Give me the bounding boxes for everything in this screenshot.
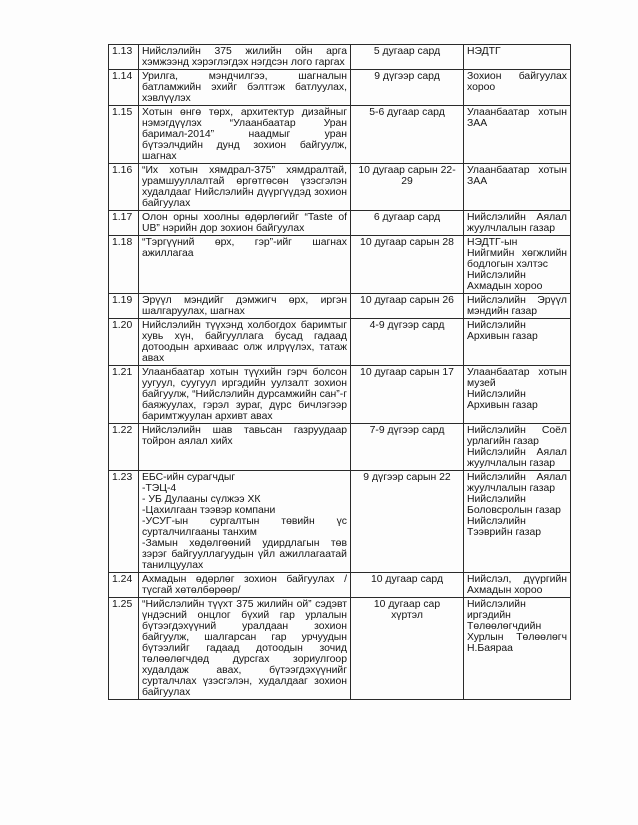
- time-cell: 4-9 дүгээр сард: [351, 319, 464, 366]
- row-number: 1.17: [109, 211, 139, 236]
- row-number: 1.15: [109, 106, 139, 164]
- activity-cell: Нийслэлийн 375 жилийн ойн арга хэмжээнд хэрэглэгдэх нэгдсэн лого гаргах: [139, 45, 351, 70]
- activity-cell: Ахмадын өдөрлөг зохион байгуулах /түсгай хөтөлбөрөөр/: [139, 573, 351, 598]
- activity-cell: Нийслэлийн түүхэнд холбогдох баримтыг хувь хүн, байгууллага бусад гадаад дотоодын архиваас олж илрүүлэх, татаж авах: [139, 319, 351, 366]
- row-number: 1.25: [109, 598, 139, 700]
- activity-cell: “Нийслэлийн түүхт 375 жилийн ой” сэдэвт үндэсний онцлог бүхий гар урлалын бүтээгдэхүүний уралдаан зохион байгуулж, шалгарсан гар урчуудын бүтээлийг гадаад дотоодын зочид төлөөлөгчдөд дурсгах зориулгоор худалдаж авах, бүтээгдэхүүнийг сурталчлах үзэсгэлэн, худалдааг зохион байгуулах: [139, 598, 351, 700]
- responsible-cell: Улаанбаатар хотын музей Нийслэлийн Архивын газар: [464, 366, 571, 424]
- activity-cell: Хотын өнгө төрх, архитектур дизайныг нэмэгдүүлэх “Улаанбаатар Уран баримал-2014” наадмыг уран бүтээлчдийн дунд зохион байгуулж, шагнах: [139, 106, 351, 164]
- table-row: [109, 70, 571, 106]
- time-cell: 10 дугаар сарын 22- 29: [351, 164, 464, 211]
- event-plan-table: [108, 44, 571, 700]
- table-row: [109, 598, 571, 700]
- responsible-cell: Нийслэл, дүүргийн Ахмадын хороо: [464, 573, 571, 598]
- table-row: [109, 45, 571, 70]
- row-number: 1.20: [109, 319, 139, 366]
- time-cell: 9 дүгээр сард: [351, 70, 464, 106]
- table-row: [109, 471, 571, 573]
- table-row: [109, 164, 571, 211]
- table-body: [109, 45, 571, 700]
- table-row: [109, 366, 571, 424]
- time-cell: 5 дугаар сард: [351, 45, 464, 70]
- time-cell: 10 дугаар сар хүртэл: [351, 598, 464, 700]
- table-row: [109, 424, 571, 471]
- time-cell: 9 дүгээр сарын 22: [351, 471, 464, 573]
- time-cell: 7-9 дүгээр сард: [351, 424, 464, 471]
- activity-cell: Урилга, мэндчилгээ, шагналын батламжийн эхийг бэлтгэж батлуулах, хэвлүүлэх: [139, 70, 351, 106]
- time-cell: 10 дугаар сарын 28: [351, 236, 464, 294]
- responsible-cell: Нийслэлийн иргэдийн Төлөөлөгчдийн Хурлын Төлөөлөгч Н.Баяраа: [464, 598, 571, 700]
- activity-cell: Олон орны хоолны өдөрлөгийг “Taste of UB” нэрийн дор зохион байгуулах: [139, 211, 351, 236]
- row-number: 1.16: [109, 164, 139, 211]
- activity-cell: Эрүүл мэндийг дэмжигч өрх, иргэн шалгаруулах, шагнах: [139, 294, 351, 319]
- table-row: [109, 294, 571, 319]
- responsible-cell: Нийслэлийн Соёл урлагийн газар Нийслэлийн Аялал жуулчлалын газар: [464, 424, 571, 471]
- time-cell: 10 дугаар сарын 26: [351, 294, 464, 319]
- activity-cell: Нийслэлийн шав тавьсан газруудаар тойрон аялал хийх: [139, 424, 351, 471]
- time-cell: 5-6 дугаар сард: [351, 106, 464, 164]
- table-row: [109, 211, 571, 236]
- time-cell: 10 дугаар сарын 17: [351, 366, 464, 424]
- time-cell: 10 дугаар сард: [351, 573, 464, 598]
- responsible-cell: НЭДТГ: [464, 45, 571, 70]
- responsible-cell: Нийслэлийн Эрүүл мэндийн газар: [464, 294, 571, 319]
- table-row: [109, 319, 571, 366]
- activity-cell: “Тэргүүний өрх, гэр”-ийг шагнах ажиллагаа: [139, 236, 351, 294]
- row-number: 1.21: [109, 366, 139, 424]
- row-number: 1.23: [109, 471, 139, 573]
- row-number: 1.13: [109, 45, 139, 70]
- row-number: 1.24: [109, 573, 139, 598]
- table-row: [109, 236, 571, 294]
- responsible-cell: Нийслэлийн Аялал жуулчлалын газар Нийслэлийн Боловсролын газар Нийслэлийн Тээврийн газар: [464, 471, 571, 573]
- row-number: 1.19: [109, 294, 139, 319]
- table-row: [109, 573, 571, 598]
- time-cell: 6 дугаар сард: [351, 211, 464, 236]
- activity-cell: Улаанбаатар хотын түүхийн гэрч болсон уугуул, суугуул иргэдийн уулзалт зохион байгуулж, “Нийслэлийн дурсамжийн сан”-г баяжуулах, гэрэл зураг, дүрс бичлэгээр баримтжуулан архивт авах: [139, 366, 351, 424]
- row-number: 1.18: [109, 236, 139, 294]
- activity-cell: “Их хотын хямдрал-375” хямдралтай, урамшууллалтай өргөтгөсөн үзэсгэлэн худалдааг Нийслэлийн дүүргүүдэд зохион байгуулах: [139, 164, 351, 211]
- table-row: [109, 106, 571, 164]
- responsible-cell: Зохион байгуулах хороо: [464, 70, 571, 106]
- activity-cell: ЕБС-ийн сурагчдыг -ТЭЦ-4 - УБ Дулааны сүлжээ ХК -Цахилгаан тээвэр компани -УСУГ-ын сургалтын төвийн үс сурталчилгааны танхим -Замын хөдөлгөөний удирдлагын төв зэрэг байгууллагуудын үйл ажиллагаатай танилцуулах: [139, 471, 351, 573]
- responsible-cell: Нийслэлийн Архивын газар: [464, 319, 571, 366]
- row-number: 1.14: [109, 70, 139, 106]
- responsible-cell: Улаанбаатар хотын ЗАА: [464, 164, 571, 211]
- responsible-cell: Нийслэлийн Аялал жуулчлалын газар: [464, 211, 571, 236]
- responsible-cell: НЭДТГ-ын Нийгмийн хөгжлийн бодлогын хэлтэс Нийслэлийн Ахмадын хороо: [464, 236, 571, 294]
- responsible-cell: Улаанбаатар хотын ЗАА: [464, 106, 571, 164]
- row-number: 1.22: [109, 424, 139, 471]
